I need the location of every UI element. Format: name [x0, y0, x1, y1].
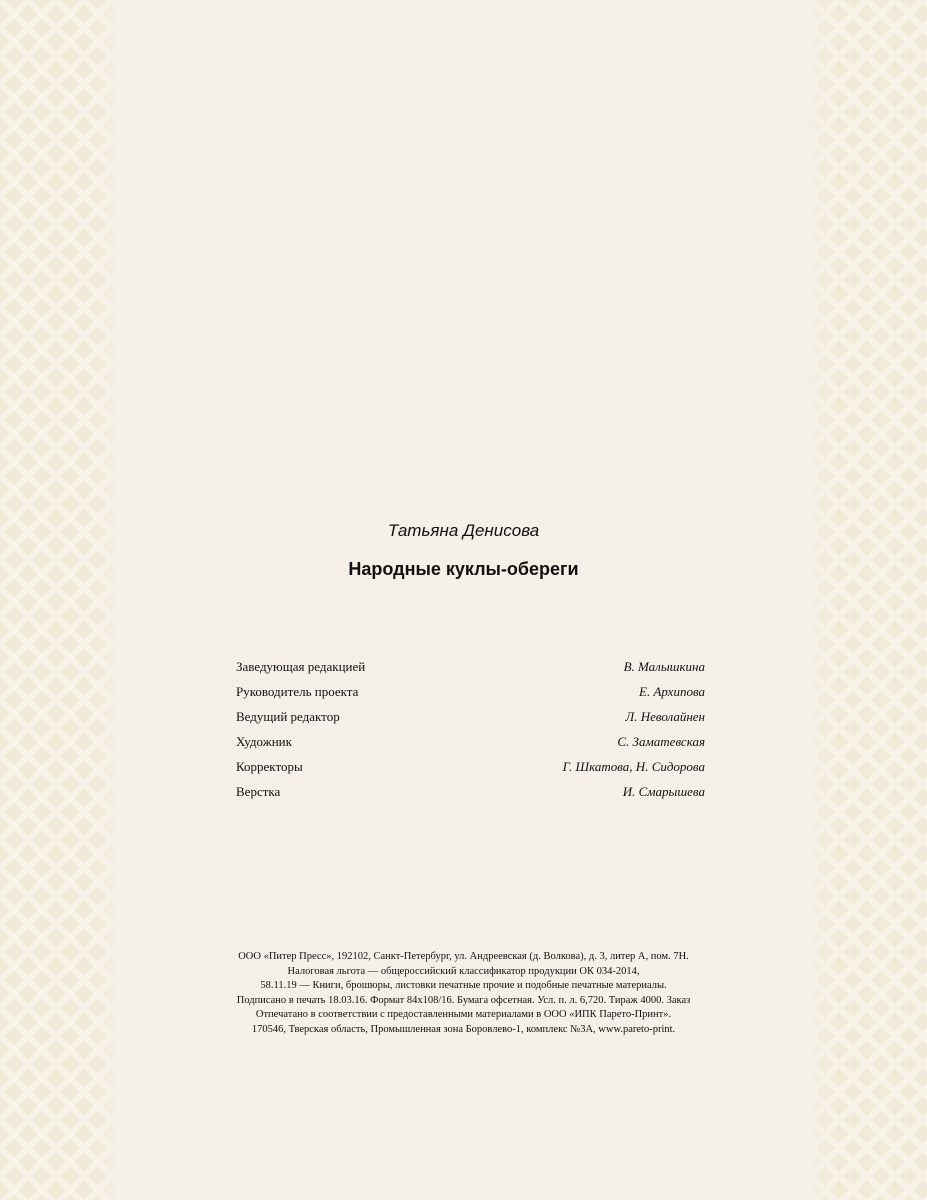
credit-row — [236, 758, 705, 783]
credit-row — [236, 708, 705, 733]
imprint-line: Подписано в печать 18.03.16. Формат 84х108/16. Бумага офсетная. Усл. п. л. 6,720. Тираж 4000. Заказ — [236, 994, 691, 1006]
credit-row — [236, 658, 705, 683]
credit-name: В. Малышкина — [623, 659, 705, 674]
imprint-line: Налоговая льгота — общероссийский классификатор продукции ОК 034-2014, — [287, 965, 640, 977]
credit-name: И. Смарышева — [622, 784, 705, 799]
book-author: Татьяна Денисова — [387, 521, 540, 540]
credit-role: Корректоры — [236, 759, 303, 774]
imprint-block — [0, 950, 927, 1037]
credit-name: Л. Неволайнен — [625, 709, 705, 724]
credit-role: Художник — [236, 734, 292, 749]
credit-role: Ведущий редактор — [236, 709, 340, 724]
credit-row — [236, 783, 705, 808]
credit-name: С. Заматевская — [617, 734, 705, 749]
credit-role: Заведующая редакцией — [236, 659, 366, 674]
credit-name: Е. Архипова — [639, 684, 705, 699]
book-title: Народные куклы-обереги — [348, 559, 579, 579]
imprint-line: Отпечатано в соответствии с предоставленными материалами в ООО «ИПК Парето-Принт». — [255, 1009, 672, 1020]
credit-row — [236, 733, 705, 758]
credit-row — [236, 683, 705, 708]
credit-role: Руководитель проекта — [236, 684, 359, 699]
imprint-line: 58.11.19 — Книги, брошюры, листовки печатные прочие и подобные печатные материалы. — [260, 980, 667, 991]
credit-role: Верстка — [236, 784, 281, 799]
imprint-line: ООО «Питер Пресс», 192102, Санкт-Петербург, ул. Андреевская (д. Волкова), д. 3, литер А, пом. 7Н. — [238, 951, 689, 962]
credit-name: Г. Шкатова, Н. Сидорова — [562, 759, 705, 774]
credits-list — [236, 658, 705, 808]
imprint-line: 170546, Тверская область, Промышленная зона Боровлево-1, комплекс №3А, www.pareto-print. — [251, 1023, 676, 1035]
